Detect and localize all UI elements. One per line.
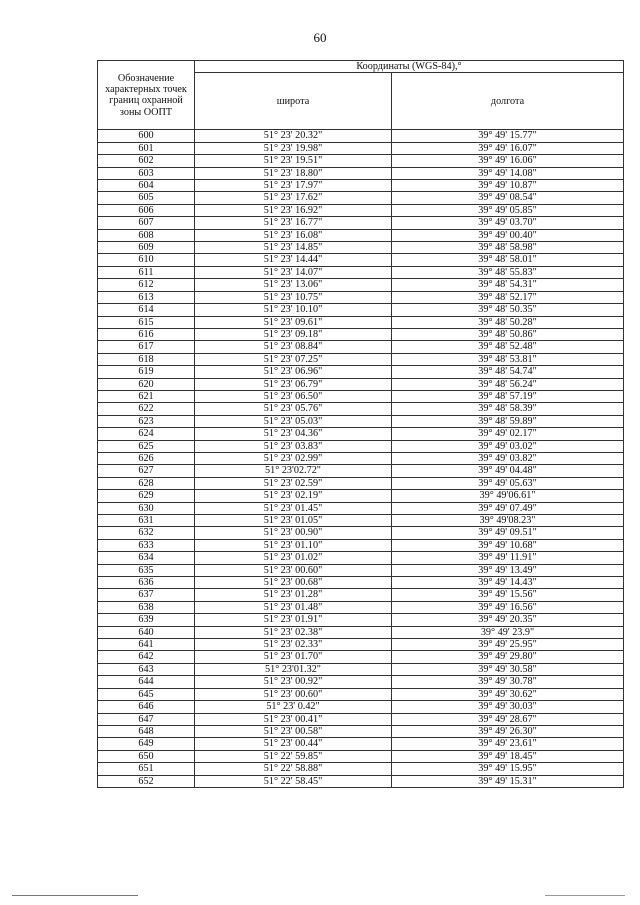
latitude-cell: 51° 23'02.72" bbox=[195, 465, 392, 477]
table-row bbox=[98, 142, 624, 154]
longitude-cell: 39° 49' 30.62" bbox=[392, 688, 624, 700]
latitude-cell: 51° 23' 00.41" bbox=[195, 713, 392, 725]
latitude-cell: 51° 23' 01.05" bbox=[195, 515, 392, 527]
longitude-cell: 39° 48' 52.17" bbox=[392, 291, 624, 303]
latitude-cell: 51° 23' 13.06" bbox=[195, 279, 392, 291]
latitude-cell: 51° 23' 01.02" bbox=[195, 552, 392, 564]
longitude-cell: 39° 48' 50.28" bbox=[392, 316, 624, 328]
table-row bbox=[98, 614, 624, 626]
footer-rule-right bbox=[545, 895, 625, 896]
latitude-cell: 51° 23' 10.75" bbox=[195, 291, 392, 303]
point-id-cell: 616 bbox=[98, 328, 195, 340]
longitude-cell: 39° 48' 53.81" bbox=[392, 353, 624, 365]
longitude-cell: 39° 48' 58.39" bbox=[392, 403, 624, 415]
longitude-cell: 39° 49' 02.17" bbox=[392, 428, 624, 440]
longitude-cell: 39° 49' 18.45" bbox=[392, 750, 624, 762]
latitude-cell: 51° 23' 04.36" bbox=[195, 428, 392, 440]
latitude-cell: 51° 23' 14.44" bbox=[195, 254, 392, 266]
point-id-cell: 635 bbox=[98, 564, 195, 576]
table-row bbox=[98, 515, 624, 527]
latitude-cell: 51° 23' 01.45" bbox=[195, 502, 392, 514]
header-coordinates: Координаты (WGS-84),° bbox=[195, 61, 624, 73]
point-id-cell: 637 bbox=[98, 589, 195, 601]
point-id-cell: 612 bbox=[98, 279, 195, 291]
table-row bbox=[98, 502, 624, 514]
point-id-cell: 647 bbox=[98, 713, 195, 725]
longitude-cell: 39° 49' 23.61" bbox=[392, 738, 624, 750]
point-id-cell: 600 bbox=[98, 130, 195, 142]
latitude-cell: 51° 23' 01.91" bbox=[195, 614, 392, 626]
table-row bbox=[98, 626, 624, 638]
longitude-cell: 39° 49' 29.80" bbox=[392, 651, 624, 663]
latitude-cell: 51° 23' 05.76" bbox=[195, 403, 392, 415]
point-id-cell: 627 bbox=[98, 465, 195, 477]
point-id-cell: 622 bbox=[98, 403, 195, 415]
table-row bbox=[98, 713, 624, 725]
latitude-cell: 51° 23' 20.32" bbox=[195, 130, 392, 142]
table-row bbox=[98, 452, 624, 464]
longitude-cell: 39° 49' 16.56" bbox=[392, 601, 624, 613]
longitude-cell: 39° 49' 23.9" bbox=[392, 626, 624, 638]
table-row bbox=[98, 304, 624, 316]
table-row bbox=[98, 192, 624, 204]
table-row bbox=[98, 204, 624, 216]
table-row bbox=[98, 490, 624, 502]
latitude-cell: 51° 23' 16.08" bbox=[195, 229, 392, 241]
table-row bbox=[98, 539, 624, 551]
table-row bbox=[98, 738, 624, 750]
latitude-cell: 51° 23' 03.83" bbox=[195, 440, 392, 452]
point-id-cell: 606 bbox=[98, 204, 195, 216]
longitude-cell: 39° 49' 14.08" bbox=[392, 167, 624, 179]
point-id-cell: 620 bbox=[98, 378, 195, 390]
longitude-cell: 39° 48' 57.19" bbox=[392, 390, 624, 402]
latitude-cell: 51° 23' 02.59" bbox=[195, 477, 392, 489]
coordinates-table bbox=[97, 60, 624, 788]
table-row bbox=[98, 217, 624, 229]
point-id-cell: 652 bbox=[98, 775, 195, 787]
latitude-cell: 51° 23' 01.48" bbox=[195, 601, 392, 613]
point-id-cell: 608 bbox=[98, 229, 195, 241]
longitude-cell: 39° 49' 30.58" bbox=[392, 663, 624, 675]
table-row bbox=[98, 279, 624, 291]
longitude-cell: 39° 48' 54.31" bbox=[392, 279, 624, 291]
table-row bbox=[98, 328, 624, 340]
table-row bbox=[98, 415, 624, 427]
point-id-cell: 648 bbox=[98, 725, 195, 737]
point-id-cell: 644 bbox=[98, 676, 195, 688]
longitude-cell: 39° 49' 08.54" bbox=[392, 192, 624, 204]
table-row bbox=[98, 229, 624, 241]
latitude-cell: 51° 23' 09.18" bbox=[195, 328, 392, 340]
latitude-cell: 51° 23' 00.60" bbox=[195, 564, 392, 576]
table-row bbox=[98, 366, 624, 378]
table-row bbox=[98, 676, 624, 688]
latitude-cell: 51° 23' 10.10" bbox=[195, 304, 392, 316]
longitude-cell: 39° 49' 14.43" bbox=[392, 577, 624, 589]
latitude-cell: 51° 23' 02.19" bbox=[195, 490, 392, 502]
longitude-cell: 39° 48' 55.83" bbox=[392, 266, 624, 278]
table-row bbox=[98, 341, 624, 353]
point-id-cell: 604 bbox=[98, 180, 195, 192]
table-row bbox=[98, 651, 624, 663]
longitude-cell: 39° 48' 58.01" bbox=[392, 254, 624, 266]
latitude-cell: 51° 23' 00.92" bbox=[195, 676, 392, 688]
point-id-cell: 643 bbox=[98, 663, 195, 675]
latitude-cell: 51° 23' 00.58" bbox=[195, 725, 392, 737]
longitude-cell: 39° 49' 03.02" bbox=[392, 440, 624, 452]
table-row bbox=[98, 763, 624, 775]
table-row bbox=[98, 663, 624, 675]
longitude-cell: 39° 49' 30.03" bbox=[392, 701, 624, 713]
longitude-cell: 39° 49'06.61" bbox=[392, 490, 624, 502]
point-id-cell: 621 bbox=[98, 390, 195, 402]
latitude-cell: 51° 23' 02.33" bbox=[195, 639, 392, 651]
table-row bbox=[98, 577, 624, 589]
longitude-cell: 39° 49' 28.67" bbox=[392, 713, 624, 725]
latitude-cell: 51° 23' 06.79" bbox=[195, 378, 392, 390]
point-id-cell: 630 bbox=[98, 502, 195, 514]
longitude-cell: 39° 49' 04.48" bbox=[392, 465, 624, 477]
latitude-cell: 51° 23' 16.92" bbox=[195, 204, 392, 216]
page-number: 60 bbox=[313, 30, 327, 45]
table-row bbox=[98, 428, 624, 440]
point-id-cell: 624 bbox=[98, 428, 195, 440]
longitude-cell: 39° 49' 09.51" bbox=[392, 527, 624, 539]
longitude-cell: 39° 49' 15.95" bbox=[392, 763, 624, 775]
point-id-cell: 626 bbox=[98, 452, 195, 464]
table-row bbox=[98, 242, 624, 254]
table-row bbox=[98, 477, 624, 489]
longitude-cell: 39° 49' 16.06" bbox=[392, 155, 624, 167]
point-id-cell: 646 bbox=[98, 701, 195, 713]
point-id-cell: 650 bbox=[98, 750, 195, 762]
latitude-cell: 51° 22' 58.88" bbox=[195, 763, 392, 775]
table-row bbox=[98, 266, 624, 278]
table-row bbox=[98, 564, 624, 576]
latitude-cell: 51° 23' 0.42" bbox=[195, 701, 392, 713]
point-id-cell: 639 bbox=[98, 614, 195, 626]
latitude-cell: 51° 23' 17.97" bbox=[195, 180, 392, 192]
longitude-cell: 39° 48' 58.98" bbox=[392, 242, 624, 254]
longitude-cell: 39° 49' 13.49" bbox=[392, 564, 624, 576]
table-body bbox=[98, 130, 624, 788]
longitude-cell: 39° 49' 03.82" bbox=[392, 452, 624, 464]
point-id-cell: 617 bbox=[98, 341, 195, 353]
point-id-cell: 605 bbox=[98, 192, 195, 204]
latitude-cell: 51° 23' 14.07" bbox=[195, 266, 392, 278]
longitude-cell: 39° 49' 26.30" bbox=[392, 725, 624, 737]
latitude-cell: 51° 23' 06.50" bbox=[195, 390, 392, 402]
point-id-cell: 629 bbox=[98, 490, 195, 502]
table-row bbox=[98, 601, 624, 613]
table-row bbox=[98, 291, 624, 303]
point-id-cell: 634 bbox=[98, 552, 195, 564]
longitude-cell: 39° 49' 11.91" bbox=[392, 552, 624, 564]
table-row bbox=[98, 378, 624, 390]
table-row bbox=[98, 180, 624, 192]
point-id-cell: 645 bbox=[98, 688, 195, 700]
point-id-cell: 625 bbox=[98, 440, 195, 452]
longitude-cell: 39° 48' 52.48" bbox=[392, 341, 624, 353]
point-id-cell: 628 bbox=[98, 477, 195, 489]
latitude-cell: 51° 22' 59.85" bbox=[195, 750, 392, 762]
point-id-cell: 623 bbox=[98, 415, 195, 427]
point-id-cell: 619 bbox=[98, 366, 195, 378]
point-id-cell: 601 bbox=[98, 142, 195, 154]
latitude-cell: 51° 23' 00.44" bbox=[195, 738, 392, 750]
table-row bbox=[98, 254, 624, 266]
longitude-cell: 39° 49' 07.49" bbox=[392, 502, 624, 514]
longitude-cell: 39° 48' 50.35" bbox=[392, 304, 624, 316]
latitude-cell: 51° 22' 58.45" bbox=[195, 775, 392, 787]
table-row bbox=[98, 465, 624, 477]
latitude-cell: 51° 23' 19.51" bbox=[195, 155, 392, 167]
point-id-cell: 602 bbox=[98, 155, 195, 167]
table-row bbox=[98, 390, 624, 402]
latitude-cell: 51° 23' 16.77" bbox=[195, 217, 392, 229]
latitude-cell: 51° 23' 19.98" bbox=[195, 142, 392, 154]
table-row bbox=[98, 440, 624, 452]
longitude-cell: 39° 49' 15.56" bbox=[392, 589, 624, 601]
table-row bbox=[98, 688, 624, 700]
longitude-cell: 39° 49' 03.70" bbox=[392, 217, 624, 229]
point-id-cell: 642 bbox=[98, 651, 195, 663]
point-id-cell: 610 bbox=[98, 254, 195, 266]
latitude-cell: 51° 23'01.32" bbox=[195, 663, 392, 675]
table-row bbox=[98, 701, 624, 713]
point-id-cell: 633 bbox=[98, 539, 195, 551]
longitude-cell: 39° 49' 10.68" bbox=[392, 539, 624, 551]
latitude-cell: 51° 23' 01.28" bbox=[195, 589, 392, 601]
table-row bbox=[98, 316, 624, 328]
latitude-cell: 51° 23' 07.25" bbox=[195, 353, 392, 365]
latitude-cell: 51° 23' 00.90" bbox=[195, 527, 392, 539]
point-id-cell: 651 bbox=[98, 763, 195, 775]
point-id-cell: 618 bbox=[98, 353, 195, 365]
table-row bbox=[98, 155, 624, 167]
longitude-cell: 39° 48' 50.86" bbox=[392, 328, 624, 340]
point-id-cell: 636 bbox=[98, 577, 195, 589]
header-longitude: долгота bbox=[392, 73, 624, 130]
longitude-cell: 39° 49' 30.78" bbox=[392, 676, 624, 688]
table-row bbox=[98, 527, 624, 539]
latitude-cell: 51° 23' 00.60" bbox=[195, 688, 392, 700]
longitude-cell: 39° 49' 16.07" bbox=[392, 142, 624, 154]
longitude-cell: 39° 49' 05.63" bbox=[392, 477, 624, 489]
point-id-cell: 603 bbox=[98, 167, 195, 179]
footer-rule-left bbox=[12, 895, 138, 896]
table-row bbox=[98, 725, 624, 737]
point-id-cell: 638 bbox=[98, 601, 195, 613]
longitude-cell: 39° 49' 10.87" bbox=[392, 180, 624, 192]
longitude-cell: 39° 48' 59.89" bbox=[392, 415, 624, 427]
point-id-cell: 631 bbox=[98, 515, 195, 527]
point-id-cell: 611 bbox=[98, 266, 195, 278]
longitude-cell: 39° 49' 05.85" bbox=[392, 204, 624, 216]
header-point-designation: Обозначение характерных точек границ охранной зоны ООПТ bbox=[98, 61, 195, 130]
latitude-cell: 51° 23' 09.61" bbox=[195, 316, 392, 328]
table-row bbox=[98, 589, 624, 601]
longitude-cell: 39° 49' 25.95" bbox=[392, 639, 624, 651]
point-id-cell: 614 bbox=[98, 304, 195, 316]
point-id-cell: 649 bbox=[98, 738, 195, 750]
longitude-cell: 39° 48' 54.74" bbox=[392, 366, 624, 378]
longitude-cell: 39° 49' 20.35" bbox=[392, 614, 624, 626]
longitude-cell: 39° 49' 00.40" bbox=[392, 229, 624, 241]
longitude-cell: 39° 48' 56.24" bbox=[392, 378, 624, 390]
latitude-cell: 51° 23' 02.99" bbox=[195, 452, 392, 464]
table-row bbox=[98, 639, 624, 651]
longitude-cell: 39° 49'08.23" bbox=[392, 515, 624, 527]
point-id-cell: 641 bbox=[98, 639, 195, 651]
table-row bbox=[98, 750, 624, 762]
table-header bbox=[98, 61, 624, 130]
point-id-cell: 607 bbox=[98, 217, 195, 229]
latitude-cell: 51° 23' 01.10" bbox=[195, 539, 392, 551]
point-id-cell: 640 bbox=[98, 626, 195, 638]
table-row bbox=[98, 353, 624, 365]
longitude-cell: 39° 49' 15.77" bbox=[392, 130, 624, 142]
table-row bbox=[98, 167, 624, 179]
point-id-cell: 613 bbox=[98, 291, 195, 303]
latitude-cell: 51° 23' 00.68" bbox=[195, 577, 392, 589]
table-row bbox=[98, 775, 624, 787]
point-id-cell: 632 bbox=[98, 527, 195, 539]
table-row bbox=[98, 403, 624, 415]
header-latitude: широта bbox=[195, 73, 392, 130]
latitude-cell: 51° 23' 18.80" bbox=[195, 167, 392, 179]
point-id-cell: 609 bbox=[98, 242, 195, 254]
latitude-cell: 51° 23' 06.96" bbox=[195, 366, 392, 378]
longitude-cell: 39° 49' 15.31" bbox=[392, 775, 624, 787]
table-row bbox=[98, 552, 624, 564]
latitude-cell: 51° 23' 01.70" bbox=[195, 651, 392, 663]
latitude-cell: 51° 23' 14.85" bbox=[195, 242, 392, 254]
latitude-cell: 51° 23' 05.03" bbox=[195, 415, 392, 427]
latitude-cell: 51° 23' 08.84" bbox=[195, 341, 392, 353]
latitude-cell: 51° 23' 17.62" bbox=[195, 192, 392, 204]
table-row bbox=[98, 130, 624, 142]
latitude-cell: 51° 23' 02.38" bbox=[195, 626, 392, 638]
point-id-cell: 615 bbox=[98, 316, 195, 328]
